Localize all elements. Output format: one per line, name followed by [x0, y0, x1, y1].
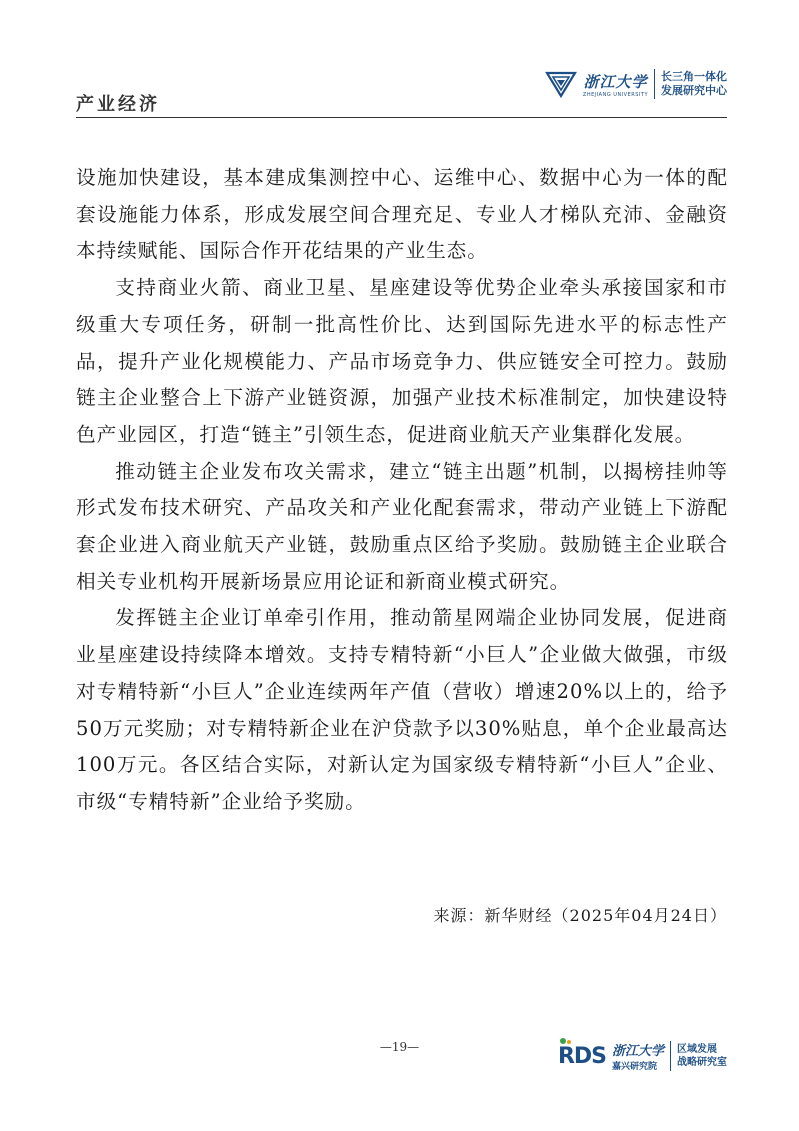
paragraph: 推动链主企业发布攻关需求，建立“链主出题”机制，以揭榜挂帅等形式发布技术研究、产品攻关和产业化配套需求，带动产业链上下游配套企业进入商业航天产业链，鼓励重点区给予奖励。鼓励链主企业联合相关专业机构开展新场景应用论证和新商业模式研究。 [76, 459, 728, 593]
page-header [76, 60, 727, 118]
center-name [661, 70, 727, 98]
logo-divider [654, 69, 655, 99]
paragraph: 支持商业火箭、商业卫星、星座建设等优势企业牵头承接国家和市级重大专项任务，研制一批高性价比、达到国际先进水平的标志性产品，提升产业化规模能力、产品市场竞争力、供应链安全可控力。鼓励链主企业整合上下游产业链资源，加强产业技术标准制定，加快建设特色产业园区，打造“链主”引领生态，促进商业航天产业集群化发展。 [76, 276, 728, 446]
page-number: —19— [379, 1040, 420, 1054]
zju-center-logo [543, 64, 727, 104]
center-name-line1: 长三角一体化 [661, 70, 727, 83]
rds-logo-icon [558, 1044, 606, 1069]
paragraph: 设施加快建设，基本建成集测控中心、运维中心、数据中心为一体的配套设施能力体系，形成发展空间合理充足、专业人才梯队充沛、金融资本持续赋能、国际合作开花结果的产业生态。 [76, 166, 728, 263]
source-citation: 来源：新华财经（2025年04月24日） [433, 906, 727, 925]
rds-text: RDS [557, 1043, 606, 1069]
footer-university-name: 浙江大学 [611, 1044, 664, 1059]
footer-logo-divider [670, 1041, 671, 1071]
footer-office-line2: 战略研究室 [677, 1057, 727, 1068]
header-rule [76, 117, 727, 118]
article-body [76, 160, 728, 821]
paragraph: 发挥链主企业订单牵引作用，推动箭星网端企业协同发展，促进商业星座建设持续降本增效。支持专精特新“小巨人”企业做大做强，市级对专精特新“小巨人”企业连续两年产值（营收）增速20%以上的，给予50万元奖励；对专精特新企业在沪贷款予以30%贴息，单个企业最高达100万元。各区结合实际，对新认定为国家级专精特新“小巨人”企业、市级“专精特新”企业给予奖励。 [76, 606, 728, 813]
university-name-en: ZHEJIANG UNIVERSITY [582, 91, 648, 98]
university-name-cn: 浙江大学 [583, 72, 648, 91]
footer-office-line1: 区域发展 [677, 1044, 717, 1055]
zju-emblem-icon [543, 69, 579, 99]
rds-institute-logo [558, 1041, 727, 1071]
section-title: 产业经济 [76, 94, 160, 115]
center-name-line2: 发展研究中心 [661, 84, 727, 97]
footer-institute-name: 嘉兴研究院 [611, 1062, 657, 1072]
